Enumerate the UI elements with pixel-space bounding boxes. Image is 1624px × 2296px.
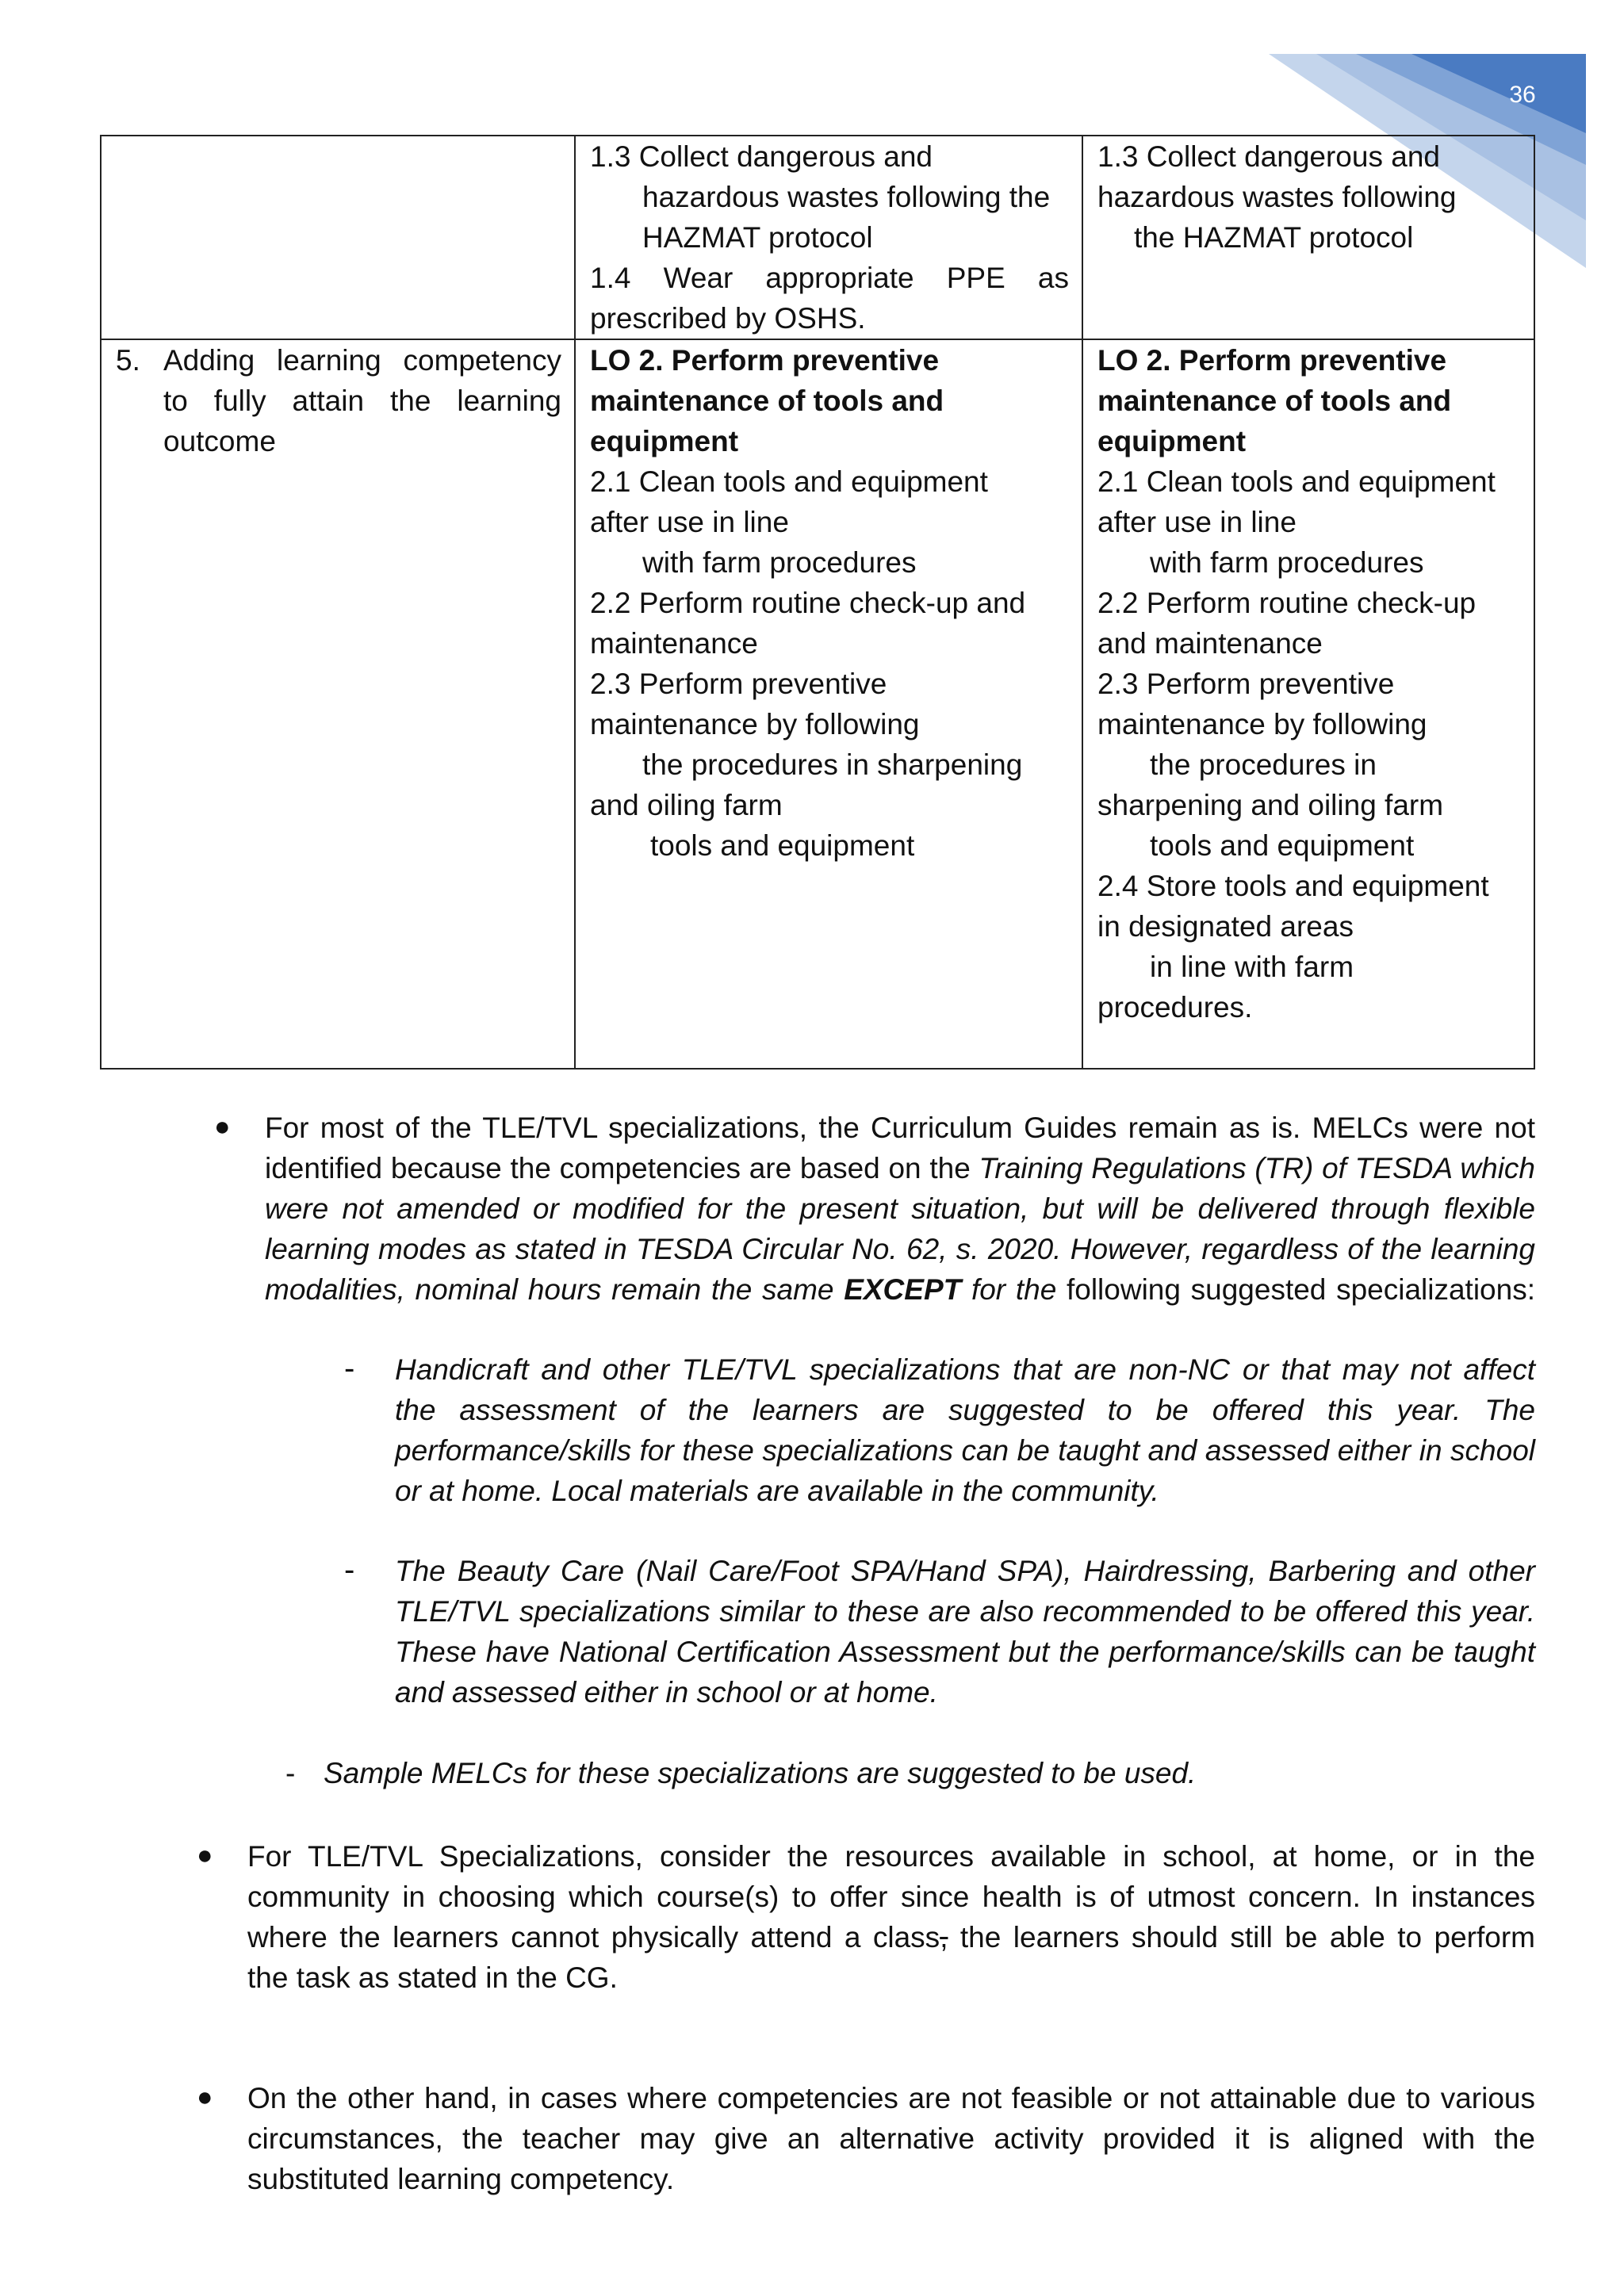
sample-line: Sample MELCs for these specializations are suggested to be used. [324, 1757, 1197, 1789]
cell-line: with farm procedures [642, 546, 917, 579]
para-line: and assessed either in school or at home. [395, 1676, 938, 1709]
para-line: For most of the TLE/TVL specializations, the Curriculum Guides remain as is. MELCs were not [265, 1112, 1535, 1144]
lo-heading-line: LO 2. Perform preventive [590, 344, 940, 377]
numbered-item [116, 340, 561, 461]
para-text: modalities, nominal hours remain the same [265, 1273, 845, 1306]
para-line: substituted learning competency. [247, 2163, 675, 2195]
table-cell [575, 339, 1082, 1069]
struck-comma: , [940, 1921, 948, 1954]
cell-line: 2.3 Perform preventive [1097, 668, 1395, 700]
para-line: Handicraft and other TLE/TVL specializations that are non-NC or that may not affect [395, 1353, 1535, 1386]
lo-heading-line: LO 2. Perform preventive [1097, 344, 1447, 377]
para-text: EXCEPT [844, 1273, 962, 1306]
cell-line: the procedures in sharpening [642, 748, 1023, 781]
para-line: For TLE/TVL Specializations, consider the resources available in school, at home, or in the [247, 1840, 1535, 1873]
cell-line: 1.3 Collect dangerous and [1097, 140, 1440, 173]
para-line [265, 1148, 1535, 1188]
para-text: following suggested specializations: [1066, 1273, 1535, 1306]
cell-line: maintenance by following [1097, 708, 1427, 740]
cell-line: after use in line [1097, 506, 1297, 538]
table-row [101, 136, 1534, 339]
sub-paragraph [395, 1349, 1535, 1511]
cell-line: 2.2 Perform routine check-up and [590, 587, 1026, 619]
cell-line: 2.1 Clean tools and equipment [1097, 465, 1496, 498]
para-line: circumstances, the teacher may give an alternative activity provided it is aligned with the [247, 2122, 1535, 2155]
cell-line: hazardous wastes following [1097, 181, 1457, 213]
table-cell [1082, 339, 1534, 1069]
sub-paragraph [395, 1551, 1535, 1712]
cell-line: the procedures in [1150, 748, 1377, 781]
para-text: identified because the competencies are based on the [265, 1152, 979, 1184]
cell-line: and oiling farm [590, 789, 783, 821]
para-line: On the other hand, in cases where competencies are not feasible or not attainable due to various [247, 2082, 1535, 2114]
para-line: were not amended or modified for the present situation, but will be delivered through flexible [265, 1192, 1535, 1225]
lo-heading-line: maintenance of tools and [1097, 385, 1452, 417]
competency-table [100, 135, 1535, 1070]
cell-line: maintenance by following [590, 708, 920, 740]
bullet-paragraph [247, 1836, 1535, 1998]
cell-line: procedures. [1097, 991, 1253, 1024]
cell-line: 2.3 Perform preventive [590, 668, 887, 700]
bullet-icon: ● [197, 2082, 213, 2112]
table-row [101, 339, 1534, 1069]
para-line: performance/skills for these specializations can be taught and assessed either in school [395, 1434, 1535, 1467]
cell-line: prescribed by OSHS. [590, 302, 866, 335]
lo-heading-line: equipment [590, 425, 739, 457]
dash-marker: - [285, 1757, 296, 1789]
para-line: The Beauty Care (Nail Care/Foot SPA/Hand SPA), Hairdressing, Barbering and other [395, 1555, 1535, 1587]
cell-line: tools and equipment [1150, 829, 1415, 862]
para-line: learning modes as stated in TESDA Circular No. 62, s. 2020. However, regardless of the learning [265, 1233, 1535, 1265]
table-cell [101, 339, 575, 1069]
cell-line: in line with farm [1150, 951, 1354, 983]
item-number: 5. [116, 344, 140, 377]
cell-line: hazardous wastes following the [642, 181, 1051, 213]
para-text: Training Regulations (TR) of TESDA which [979, 1152, 1535, 1184]
para-line: the assessment of the learners are suggested to be offered this year. The [395, 1394, 1535, 1426]
table-cell [101, 136, 575, 339]
para-line [247, 1917, 1535, 1957]
cell-line: after use in line [590, 506, 789, 538]
bullet-paragraph [247, 2078, 1535, 2199]
cell-line: in designated areas [1097, 910, 1354, 943]
para-line: community in choosing which course(s) to offer since health is of utmost concern. In instances [247, 1881, 1535, 1913]
para-line: TLE/TVL specializations similar to these are also recommended to be offered this year. [395, 1595, 1535, 1628]
para-line: or at home. Local materials are available in the community. [395, 1475, 1159, 1507]
cell-line: HAZMAT protocol [642, 221, 873, 254]
cell-line: 1.3 Collect dangerous and [590, 140, 933, 173]
cell-line: the HAZMAT protocol [1134, 221, 1414, 254]
cell-line: with farm procedures [1150, 546, 1424, 579]
dash-marker: - [344, 1351, 355, 1386]
cell-line: 2.1 Clean tools and equipment [590, 465, 988, 498]
para-text: for the [961, 1273, 1067, 1306]
table-cell [575, 136, 1082, 339]
cell-line: and maintenance [1097, 627, 1323, 660]
bullet-icon: ● [214, 1112, 231, 1142]
cell-line: 2.2 Perform routine check-up [1097, 587, 1477, 619]
page-number: 36 [1509, 82, 1536, 108]
item-text: Adding learning competency to fully attain the learning outcome [163, 344, 561, 457]
para-line: the task as stated in the CG. [247, 1961, 618, 1994]
lo-heading-line: equipment [1097, 425, 1247, 457]
dash-marker: - [344, 1552, 355, 1587]
para-text: the learners should still be able to perform [948, 1921, 1535, 1954]
cell-line: tools and equipment [650, 829, 915, 862]
bullet-icon: ● [197, 1840, 213, 1870]
para-line [265, 1269, 1535, 1310]
para-text: where the learners cannot physically attend a class [247, 1921, 940, 1954]
cell-line: 1.4 Wear appropriate PPE as [590, 262, 1069, 294]
table-cell [1082, 136, 1534, 339]
cell-line: maintenance [590, 627, 758, 660]
cell-line: sharpening and oiling farm [1097, 789, 1444, 821]
bullet-paragraph [265, 1108, 1535, 1310]
para-line: These have National Certification Assessment but the performance/skills can be taught [395, 1636, 1535, 1668]
lo-heading-line: maintenance of tools and [590, 385, 944, 417]
cell-line: 2.4 Store tools and equipment [1097, 870, 1489, 902]
